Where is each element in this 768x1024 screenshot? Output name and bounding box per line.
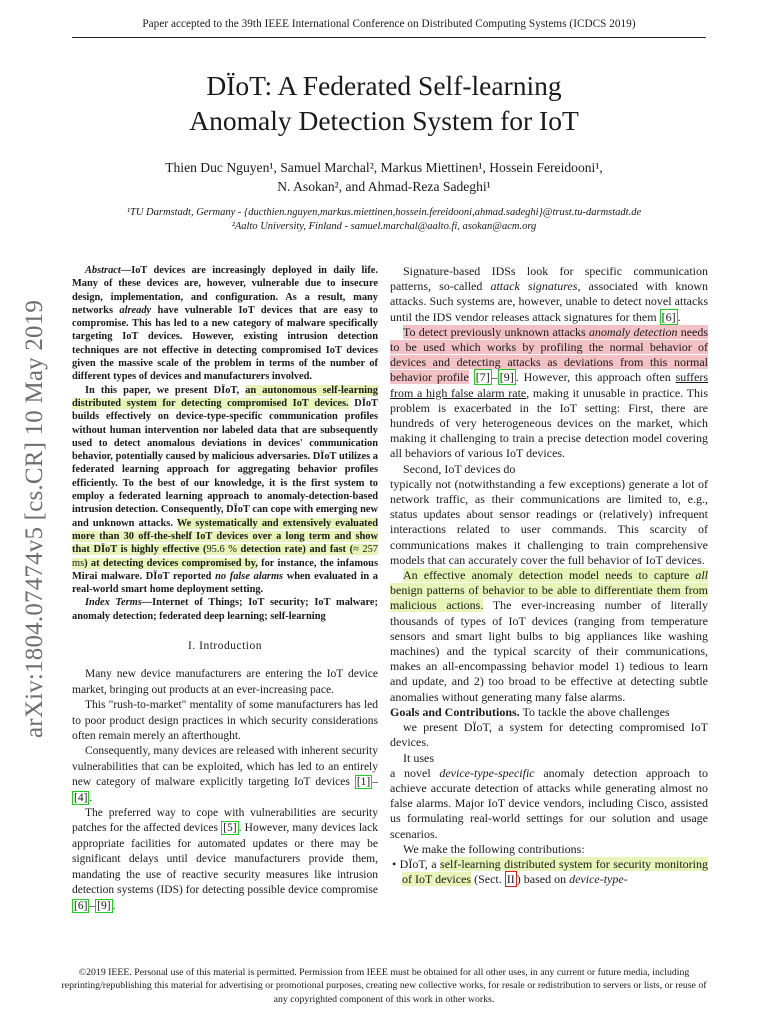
highlight-green: an autonomous self-learning distributed system for detecting compromised IoT devices.: [72, 384, 378, 409]
index-terms: Index Terms—Internet of Things; IoT security; IoT malware; anomaly detection; federated deep learning; self-learning: [72, 597, 378, 622]
intro-paragraph-4: The preferred way to cope with vulnerabilities are security patches for the affected devices [5] . However, many devices lack appropriate facilities for automated updates or there may be significant delays until device manufacturers provide them, mandating the use of reactive security measures like intrusion detection systems (IDS) for detecting possible device compromise [6] – [9] .: [72, 807, 378, 912]
abstract-paragraph-2: In this paper, we present DÏoT, an autonomous self-learning distributed system for detecting compromised IoT devices. DÏoT builds effectively on device-type-specific communication profiles without human intervention nor labeled data that are subsequently used to detect anomalous deviations in devices' communication behavior, potentially caused by malicious adversaries. DÏoT utilizes a federated learning approach for aggregating behavior profiles efficiently. To the best of our knowledge, it is the first system to employ a federated learning approach to anomaly-detection-based intrusion detection. Consequently, DÏoT can cope with emerging new and unknown attacks. We systematically and extensively evaluated more than 30 off-the-shelf IoT devices over a long term and show that DÏoT is highly effective (95.6 % detection rate) and fast (≈ 257 ms) at detecting devices compromised by, for instance, the infamous Mirai malware. DÏoT reported no false alarms when evaluated in a real-world smart home deployment setting.: [72, 384, 379, 596]
right-paragraph-3: Second, IoT devices do: [403, 461, 516, 476]
paper-title: [0, 68, 768, 138]
arxiv-identifier: arXiv:1804.07474v5 [cs.CR] 10 May 2019: [21, 299, 48, 738]
right-paragraph-2: To detect previously unknown attacks anomaly detection needs to be used which works by profiling the normal behavior of devices and detecting attacks as deviations from this normal behavior profile [7] – [9] . However, this approach often suffers from a high false alarm rate, making it unusable in practice. This problem is exacerbated in the IoT setting: First, there are hundreds of very heterogeneous devices on the market, which making it challenging to train a precise detection model covering all behaviors of various IoT devices.: [390, 324, 709, 461]
authors-line-2: N. Asokan², and Ahmad-Reza Sadeghi¹: [277, 179, 491, 194]
affiliation-2: ²Aalto University, Finland - samuel.marchal@aalto.fi, asokan@acm.org: [231, 221, 537, 232]
right-column: [390, 264, 708, 887]
citation-link[interactable]: [6]: [661, 309, 676, 324]
right-paragraph-7: It uses: [403, 750, 434, 765]
right-paragraph-6: we present DÏoT, a system for detecting compromised IoT devices.: [390, 720, 708, 750]
citation-link[interactable]: [1]: [356, 776, 371, 789]
goals-paragraph: Goals and Contributions. To tackle the above challenges: [390, 704, 670, 719]
underline-annotation: suffers from a high false alarm rate: [390, 370, 708, 400]
right-paragraph-8: a novel device-type-specific anomaly detection approach to achieve accurate detection of attacks while generating almost no false alarms. Major IoT device vendors, including Cisco, assisted us formulating real-world settings for our solution and usage scenarios.: [390, 765, 708, 841]
highlight-green: We systematically and extensively evaluated more than 30 off-the-shelf IoT devices over a long term and show that DÏoT is highly effective (95.6 % detection rate) and fast (≈ 257 ms) at detecting devices compromised by,: [72, 517, 378, 569]
highlight-red: To detect previously unknown attacks anomaly detection needs to be used which works by profiling the normal behavior of devices and detecting attacks as deviations from this normal behavior profile: [390, 324, 709, 385]
intro-paragraph-2: This "rush-to-market" mentality of some manufacturers has led to poor product design practices in which security considerations often remain merely an afterthought.: [72, 699, 378, 743]
authors-line-1: Thien Duc Nguyen¹, Samuel Marchal², Markus Miettinen¹, Hossein Fereidooni¹,: [165, 160, 603, 175]
right-paragraph-1: Signature-based IDSs look for specific communication patterns, so-called attack signatures, associated with known attacks. Such systems are, however, unable to detect novel attacks until the IDS vendor releases attack signatures for them [6] .: [390, 264, 708, 324]
citation-link[interactable]: [7]: [475, 370, 490, 385]
abstract-paragraph-1: Abstract—IoT devices are increasingly deployed in daily life. Many of these devices are, however, vulnerable due to insecure design, implementation, and configuration. As a result, many networks already have vulnerable IoT devices that are easy to compromise. This has led to a new category of malware specifically targeting IoT devices. However, existing intrusion detection techniques are not effective in detecting compromised IoT devices given the massive scale of the problem in terms of the number of different types of devices and manufacturers involved.: [72, 265, 378, 383]
citation-link[interactable]: [9]: [97, 899, 111, 912]
title-line-2: Anomaly Detection System for IoT: [189, 105, 579, 136]
author-list: [0, 158, 768, 196]
citation-link[interactable]: [6]: [74, 899, 88, 912]
contribution-bullet: • DÏoT, a self-learning distributed system for security monitoring of IoT devices (Sect. II ) based on device-type-: [392, 856, 708, 887]
left-column: [72, 264, 378, 914]
section-heading-introduction: I. Introduction: [188, 640, 262, 653]
affiliation-1: ¹TU Darmstadt, Germany - {ducthien.nguyen,markus.miettinen,hossein.fereidooni,ahmad.sadeghi}@trust.tu-darmstadt.de: [126, 207, 642, 218]
conference-note: Paper accepted to the 39th IEEE International Conference on Distributed Computing Systems (ICDCS 2019): [142, 18, 636, 30]
highlight-green: self-learning distributed system for security monitoring of IoT devices: [402, 856, 708, 887]
intro-paragraph-3: Consequently, many devices are released with inherent security vulnerabilities that can be exploited, which has led to an entirely new category of malware explicitly targeting IoT devices [1] –[4] .: [72, 745, 378, 804]
title-line-1: DÏoT: A Federated Self-learning: [206, 70, 562, 101]
bullet-icon: •: [392, 856, 397, 871]
intro-paragraph-1: Many new device manufacturers are entering the IoT device market, bringing out products at an ever-increasing pace.: [72, 668, 378, 696]
header-rule: [72, 37, 706, 38]
right-paragraph-5: An effective anomaly detection model needs to capture all benign patterns of behavior to be able to differentiate them from malicious actions. The ever-increasing number of literally thousands of types of IoT devices (ranging from temperature sensors and smart light bulbs to big appliances like washing machines) and the typical scarcity of their communications, makes an all-encompassing behavior model 1) tedious to learn and update, and 2) too broad to be effective at detecting subtle anomalies without generating many false alarms.: [390, 568, 708, 704]
right-paragraph-4: typically not (notwithstanding a few exceptions) generate a lot of network traffic, as their communications are limited to, e.g., status updates about sensor readings or (relatively) infrequent interactions related to user commands. This scarcity of communications makes it challenging to train comprehensive models that can accurately cover the full behavior of IoT devices.: [390, 476, 708, 567]
citation-link[interactable]: [9]: [499, 370, 514, 385]
section-reference-link[interactable]: II: [506, 872, 515, 887]
affiliations: [0, 206, 768, 234]
citation-link[interactable]: [4]: [74, 791, 88, 804]
highlight-green: An effective anomaly detection model needs to capture all benign patterns of behavior to be able to differentiate them from malicious actions.: [390, 568, 708, 613]
citation-link[interactable]: [5]: [223, 822, 237, 835]
right-paragraph-9: We make the following contributions:: [403, 841, 585, 856]
copyright-footer: ©2019 IEEE. Personal use of this material is permitted. Permission from IEEE must be obtained for all other uses, in any current or future media, including reprinting/republishing this material for advertising or promotional purposes, creating new collective works, for resale or redistribution to servers or lists, or reuse of any copyrighted component of this work in other works.: [61, 967, 707, 1005]
arxiv-sidebar: [18, 262, 52, 738]
